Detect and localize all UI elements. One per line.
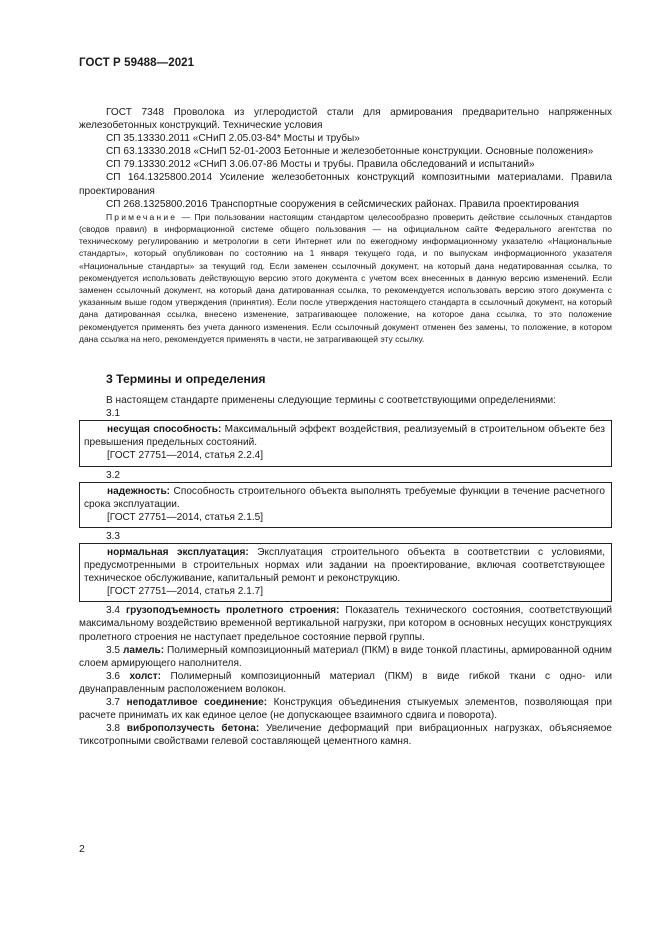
reference-item: СП 79.13330.2012 «СНиП 3.06.07-86 Мосты и трубы. Правила обследований и испытаний»: [106, 159, 535, 171]
term-name: неподатливое соединение:: [126, 697, 268, 709]
term-number: 3.5: [106, 644, 121, 656]
term-number: 3.6: [106, 670, 121, 682]
term-name: холст:: [129, 670, 162, 682]
note-dash: —: [177, 211, 195, 222]
term-text: Полимерный композиционный материал (ПКМ) в виде тонкой пластины, армированной одним слоем армирующего наполнителя.: [79, 644, 613, 669]
term-source: [ГОСТ 27751—2014, статья 2.2.4]: [107, 450, 264, 462]
page-content: [79, 106, 612, 748]
term-box: [79, 420, 612, 466]
term-number: 3.3: [106, 530, 121, 542]
note-paragraph: [79, 211, 612, 345]
document-header: ГОСТ Р 59488—2021: [79, 57, 195, 69]
page-number: 2: [79, 843, 85, 855]
term-definition: [84, 423, 605, 449]
reference-item: СП 63.13330.2018 «СНиП 52-01-2003 Бетонные и железобетонные конструкции. Основные положения»: [106, 146, 594, 158]
term-number: 3.1: [106, 408, 121, 420]
term-text: Конструкция объединения стыкуемых элементов, позволяющая при расчете принимать их как единое целое (не допускающее взаимного сдвига и поворота).: [79, 697, 613, 722]
term-text: Способность строительного объекта выполнять требуемые функции в течение расчетного срока эксплуатации.: [84, 485, 605, 510]
term-text: Максимальный эффект воздействия, реализуемый в строительном объекте без превышения предельных состояний.: [84, 424, 606, 449]
term-name: грузоподъемность пролетного строения:: [125, 605, 340, 617]
term-text: Показатель технического состояния, соответствующий максимальному воздействию временной вертикальной нагрузки, при котором в основных несущих конструкциях пролетного строения не наступает предельное состояние первой группы.: [79, 605, 612, 643]
term-text: Увеличение деформаций при вибрационных нагрузках, объясняемое тиксотропными свойствами гелевой составляющей цементного камня.: [79, 723, 612, 748]
term-definition: [79, 644, 612, 670]
term-text: Эксплуатация строительного объекта в соответствии с условиями, предусмотренными в строительных нормах или задании на проектирование, включая соответствующее техническое обслуживание, капитальный ремонт и реконструкцию.: [84, 547, 606, 585]
term-number: 3.2: [106, 469, 121, 481]
section-intro: В настоящем стандарте применены следующие термины с соответствующими определениями:: [106, 395, 556, 407]
term-definition: [79, 670, 612, 696]
term-name: надежность:: [107, 485, 171, 497]
reference-item: СП 164.1325800.2014 Усиление железобетонных конструкций композитными материалами. Правила проектирования: [79, 172, 612, 197]
term-box: [79, 482, 612, 528]
term-number: 3.4: [106, 605, 121, 617]
reference-item: ГОСТ 7348 Проволока из углеродистой стали для армирования предварительно напряженных железобетонных конструкций. Технические условия: [79, 107, 612, 132]
term-name: виброползучесть бетона:: [126, 723, 260, 735]
term-definition: [84, 485, 605, 511]
term-definition: [84, 546, 605, 585]
term-definition: [79, 722, 612, 748]
term-definition: [79, 696, 612, 722]
note-label: Примечание: [106, 211, 178, 222]
reference-item: СП 35.13330.2011 «СНиП 2.05.03-84* Мосты и трубы»: [106, 133, 360, 145]
term-text: Полимерный композиционный материал (ПКМ) в виде гибкой ткани с одно- или двунаправленным расположением волокон.: [79, 670, 612, 695]
term-source: [ГОСТ 27751—2014, статья 2.1.5]: [107, 511, 264, 523]
term-box: [79, 543, 612, 602]
reference-item: СП 268.1325800.2016 Транспортные сооружения в сейсмических районах. Правила проектирования: [106, 198, 579, 210]
term-definition: [79, 604, 612, 643]
term-number: 3.7: [106, 697, 121, 709]
note-text: При пользовании настоящим стандартом целесообразно проверить действие ссылочных стандартов (сводов правил) в информационной системе общего пользования — на официальном сайте Федерального агентства по техническому регулированию и метрологии в сети Интернет или по ежегодному информационному указателю «Национальные стандарты», который опубликован по состоянию на 1 января текущего года, и по выпускам информационного указателя «Национальные стандарты» за текущий год. Если заменен ссылочный документ, на который дана недатированная ссылка, то рекомендуется использовать действующую версию этого документа с учетом всех внесенных в данную версию изменений. Если заменен ссылочный документ, на который дана датированная ссылка, то рекомендуется использовать версию этого документа с указанным выше годом утверждения (принятия). Если после утверждения настоящего стандарта в ссылочный документ, на который дана датированная ссылка, внесено изменение, затрагивающее положение, на которое дана ссылка, то это положение рекомендуется применять без учета данного изменения. Если ссылочный документ отменен без замены, то положение, в котором дана ссылка на него, рекомендуется применять в части, не затрагивающей эту ссылку.: [79, 211, 612, 344]
section-title: 3 Термины и определения: [106, 371, 266, 386]
term-name: ламель:: [122, 644, 165, 656]
term-number: 3.8: [106, 723, 121, 735]
term-name: нормальная эксплуатация:: [107, 547, 249, 559]
term-name: несущая способность:: [107, 424, 222, 436]
term-source: [ГОСТ 27751—2014, статья 2.1.7]: [107, 586, 264, 598]
